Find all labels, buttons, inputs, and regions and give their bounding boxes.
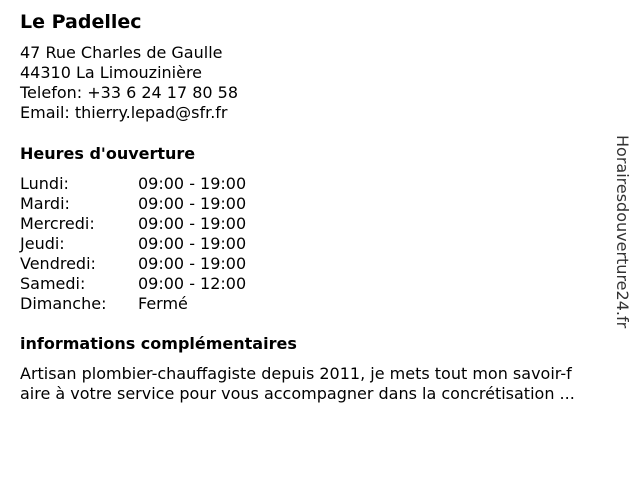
business-name: Le Padellec	[20, 11, 142, 33]
email-address: Email: thierry.lepad@sfr.fr	[20, 103, 228, 122]
day-label: Jeudi:	[20, 234, 65, 253]
day-label: Mercredi:	[20, 214, 95, 233]
phone-number: Telefon: +33 6 24 17 80 58	[20, 83, 239, 102]
day-label: Samedi:	[20, 274, 86, 293]
day-label: Lundi:	[20, 174, 69, 193]
address-street: 47 Rue Charles de Gaulle	[20, 43, 223, 62]
description-line: Artisan plombier-chauffagiste depuis 2011, je mets tout mon savoir-f	[20, 364, 572, 383]
day-label: Dimanche:	[20, 294, 107, 313]
day-label: Vendredi:	[20, 254, 96, 273]
time-range: 09:00 - 19:00	[138, 254, 247, 273]
opening-hours-heading: Heures d'ouverture	[20, 144, 196, 163]
additional-info-heading: informations complémentaires	[20, 334, 297, 353]
description-line: aire à votre service pour vous accompagner dans la concrétisation ...	[20, 384, 575, 403]
address-city: 44310 La Limouzinière	[20, 63, 203, 82]
time-range: 09:00 - 19:00	[138, 234, 247, 253]
business-description	[20, 364, 575, 404]
time-range: 09:00 - 12:00	[138, 274, 247, 293]
site-watermark	[612, 135, 632, 345]
day-label: Mardi:	[20, 194, 70, 213]
watermark-text: Horairesdouverture24.fr	[613, 135, 632, 329]
time-range: 09:00 - 19:00	[138, 194, 247, 213]
time-range: Fermé	[138, 294, 188, 313]
time-range: 09:00 - 19:00	[138, 174, 247, 193]
time-range: 09:00 - 19:00	[138, 214, 247, 233]
contact-block	[20, 43, 238, 123]
